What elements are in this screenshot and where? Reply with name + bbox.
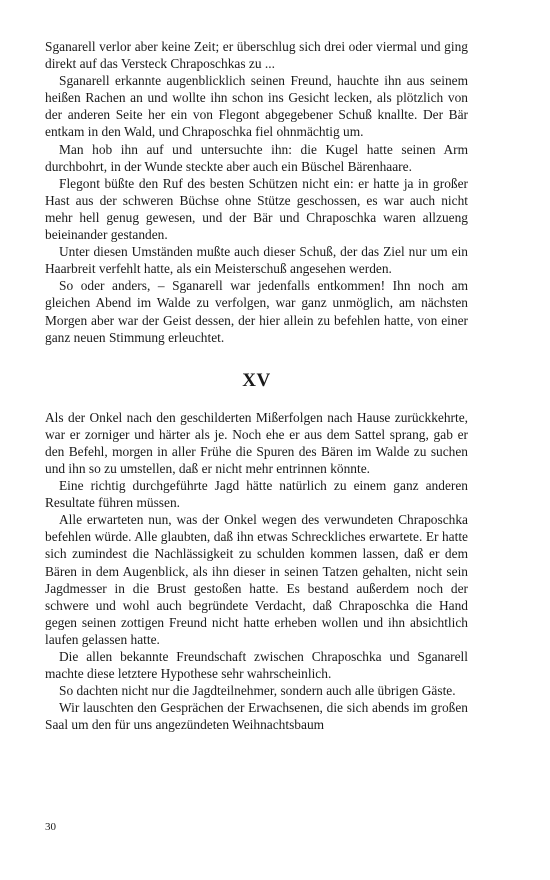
paragraph: Wir lauschten den Gesprächen der Erwachsenen, die sich abends im großen Saal um den für uns angezündeten Weihnachtsbaum bbox=[45, 700, 468, 733]
paragraph: Flegont büßte den Ruf des besten Schützen nicht ein: er hatte ja in großer Hast aus der schweren Büchse ohne Stütze geschossen, es war auch nicht mehr hell genug gewesen, und der Bär und Chraposchka waren allzueng beieinander gestanden. bbox=[45, 175, 468, 243]
paragraph: Die allen bekannte Freundschaft zwischen Chraposchka und Sganarell machte diese letztere Hypothese sehr wahrscheinlich. bbox=[45, 649, 468, 682]
paragraph: So oder anders, – Sganarell war jedenfalls entkommen! Ihn noch am gleichen Abend im Walde zu verfolgen, war ganz unmöglich, am nächsten Morgen aber war der Geist dessen, der hier allein zu befehlen hatte, von einer ganz neuen Stimmung erleuchtet. bbox=[45, 278, 468, 345]
paragraph: Als der Onkel nach den geschilderten Mißerfolgen nach Hause zurückkehrte, war er zorniger und härter als je. Noch ehe er aus dem Sattel sprang, gab er den Befehl, morgen in aller Frühe die Spuren des Bären im Walde zu suchen und ihn so zu umstellen, daß er nicht mehr entrinnen könnte. bbox=[45, 409, 468, 476]
page-number: 30 bbox=[45, 821, 56, 833]
section-chapter-xv bbox=[45, 409, 468, 734]
paragraph: Sganarell erkannte augenblicklich seinen Freund, hauchte ihn aus seinem heißen Rachen an und wollte ihn schon ins Gesicht lecken, als plötzlich von der anderen Seite her ein von Flegont abgegebener Schuß knallte. Der Bär entkam in den Wald, und Chraposchka fiel ohnmächtig um. bbox=[45, 73, 468, 140]
chapter-heading: XV bbox=[242, 369, 271, 391]
paragraph: Unter diesen Umständen mußte auch dieser Schuß, der das Ziel nur um ein Haarbreit verfehlt hatte, als ein Meisterschuß angesehen werden. bbox=[45, 244, 468, 277]
paragraph: Eine richtig durchgeführte Jagd hätte natürlich zu einem ganz anderen Resultate führen müssen. bbox=[45, 478, 468, 511]
paragraph: Sganarell verlor aber keine Zeit; er überschlug sich drei oder viermal und ging direkt auf das Versteck Chraposchkas zu ... bbox=[45, 39, 468, 72]
paragraph: So dachten nicht nur die Jagdteilnehmer, sondern auch alle übrigen Gäste. bbox=[59, 683, 456, 699]
page-body bbox=[45, 38, 468, 733]
section-before-chapter bbox=[45, 38, 468, 346]
paragraph: Man hob ihn auf und untersuchte ihn: die Kugel hatte seinen Arm durchbohrt, in der Wunde steckte aber auch ein Büschel Bärenhaare. bbox=[45, 141, 468, 174]
paragraph: Alle erwarteten nun, was der Onkel wegen des verwundeten Chraposchka befehlen würde. Alle glaubten, daß ihn etwas Schreckliches erwartete. Er hatte sich zumindest die Nachlässigkeit zu schulden kommen lassen, daß er dem Bären in dem Augenblick, als ihn dieser in seinen Tatzen gehalten, nicht sein Jagdmesser in die Brust gestoßen hatte. Es bestand außerdem noch der schwere und wohl auch begründete Verdacht, daß Chraposchka die Hand gegen seinen zottigen Freund nicht hatte erheben wollen und ihn absichtlich laufen gelassen hatte. bbox=[45, 512, 468, 647]
